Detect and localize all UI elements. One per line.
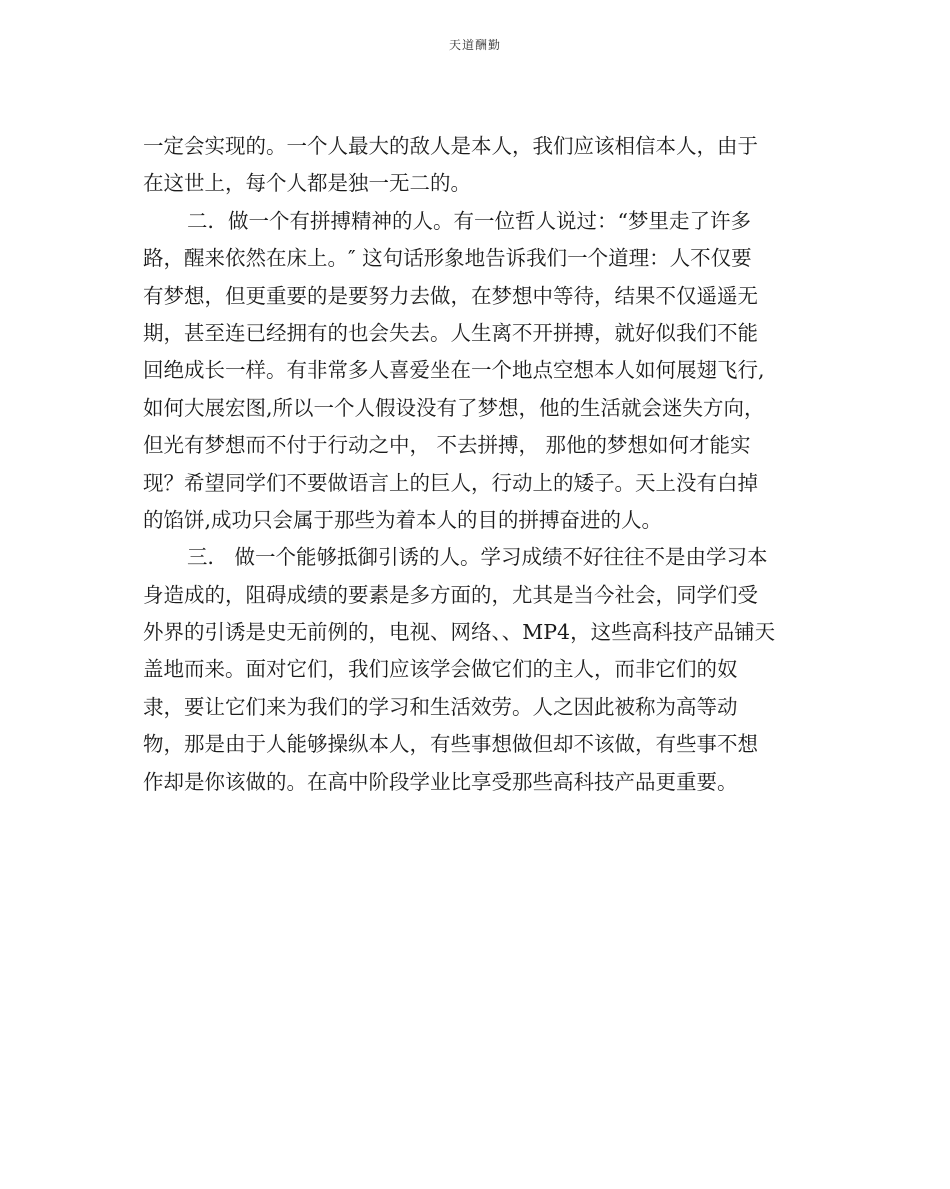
text-line: 外界的引诱是史无前例的，电视、网络、、MP4，这些高科技产品铺天 [143, 620, 776, 645]
text-line: 路，醒来依然在床上。″ 这句话形象地告诉我们一个道理：人不仅要 [143, 246, 752, 271]
text-line: 一定会实现的。一个人最大的敌人是本人，我们应该相信本人，由于 [143, 134, 758, 158]
text-line: 的馅饼,成功只会属于那些为着本人的目的拼搏奋进的人。 [143, 507, 663, 532]
page-header [0, 36, 950, 53]
text-line: 但光有梦想而不付于行动之中， 不去拼搏， 那他的梦想如何才能实 [143, 433, 751, 458]
document-body [143, 128, 807, 801]
text-line: 有梦想，但更重要的是要努力去做，在梦想中等待，结果不仅遥遥无 [143, 283, 758, 308]
text-line: 隶，要让它们来为我们的学习和生活效劳。人之因此被称为高等动 [143, 694, 738, 719]
paragraph-start-line: 二．做一个有拼搏精神的人。有一位哲人说过：“梦里走了许多 [187, 208, 751, 233]
text-line: 期，甚至连已经拥有的也会失去。人生离不开拼搏，就好似我们不能 [143, 320, 758, 345]
text-line: 如何大展宏图,所以一个人假设没有了梦想，他的生活就会迷失方向， [143, 395, 765, 420]
text-line: 盖地而来。面对它们，我们应该学会做它们的主人，而非它们的奴 [143, 657, 738, 682]
text-line: 现？希望同学们不要做语言上的巨人，行动上的矮子。天上没有白掉 [143, 470, 758, 495]
header-title: 天道酬勤 [448, 38, 501, 52]
paragraph-start-line: 三． 做一个能够抵御引诱的人。学习成绩不好往往不是由学习本 [187, 545, 768, 570]
text-line: 作却是你该做的。在高中阶段学业比享受那些高科技产品更重要。 [143, 769, 738, 794]
text-line: 身造成的，阻碍成绩的要素是多方面的，尤其是当今社会，同学们受 [143, 582, 758, 607]
text-line: 物，那是由于人能够操纵本人，有些事想做但却不该做，有些事不想 [143, 732, 758, 757]
text-line: 回绝成长一样。有非常多人喜爱坐在一个地点空想本人如何展翅飞行, [143, 358, 765, 383]
text-line: 在这世上，每个人都是独一无二的。 [143, 171, 471, 196]
